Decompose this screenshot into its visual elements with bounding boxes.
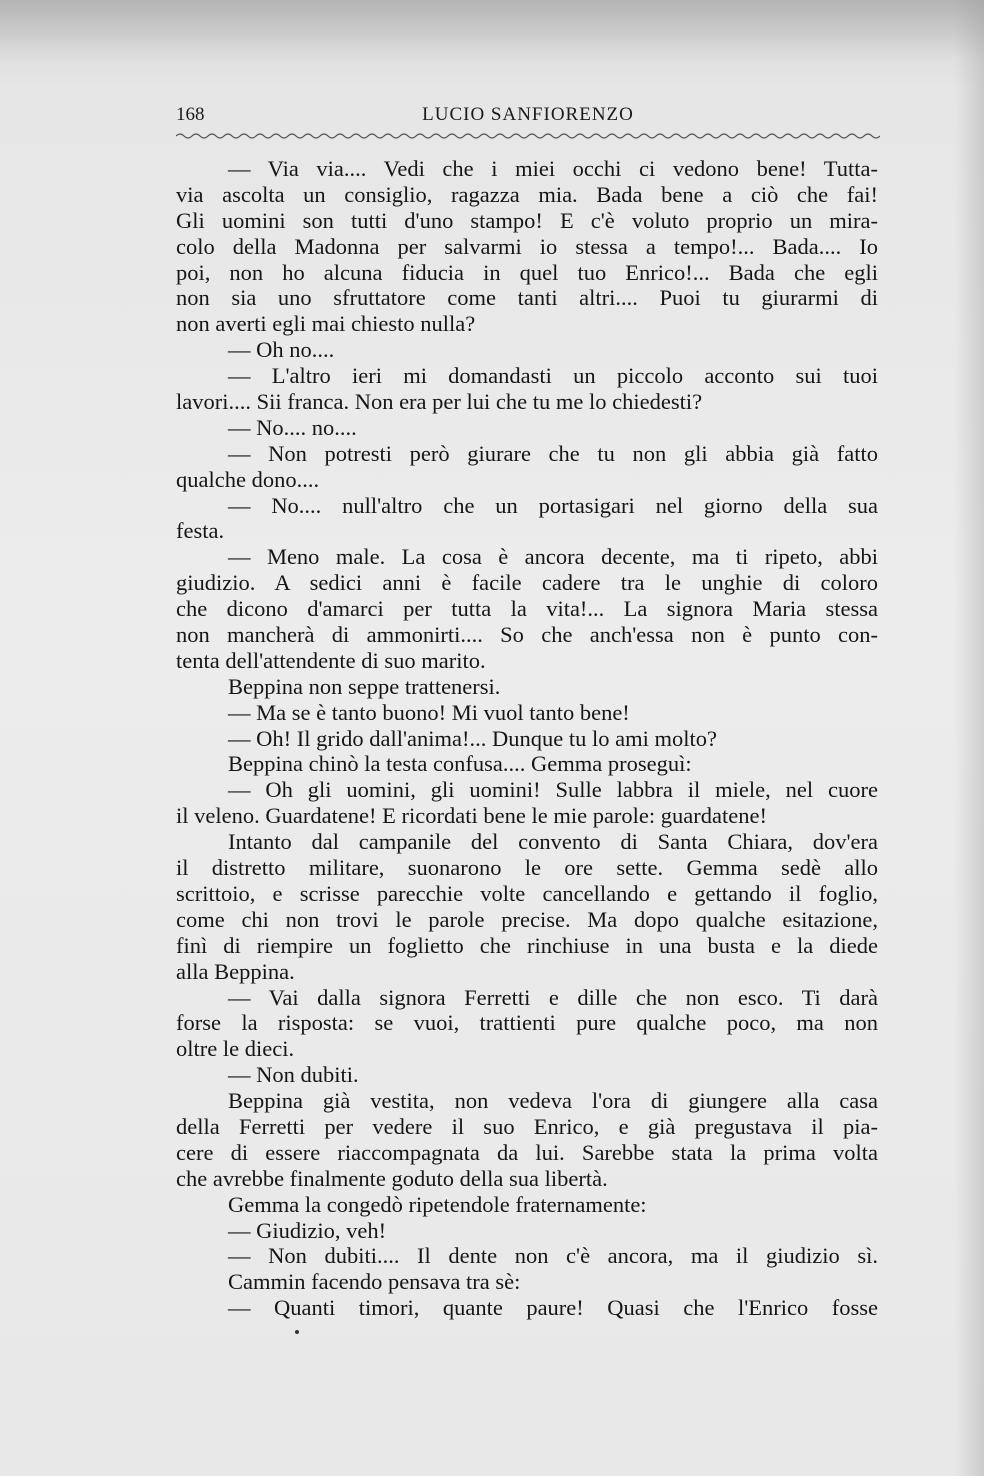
text-line: — Vai dalla signora Ferretti e dille che non esco. Ti darà: [228, 984, 878, 1010]
text-line: — Oh gli uomini, gli uomini! Sulle labbra il miele, nel cuore: [228, 777, 878, 803]
text-line: Intanto dal campanile del convento di Santa Chiara, dov'era: [228, 829, 878, 855]
text-line: — Ma se è tanto buono! Mi vuol tanto bene!: [228, 699, 630, 725]
page-header: [176, 104, 880, 134]
text-line: via ascolta un consiglio, ragazza mia. Bada bene a ciò che fai!: [176, 181, 878, 207]
text-line: come chi non trovi le parole precise. Ma dopo qualche esitazione,: [176, 906, 878, 932]
text-line: — Non dubiti.: [228, 1062, 359, 1088]
page-number: 168: [176, 104, 205, 125]
text-line: oltre le dieci.: [176, 1036, 295, 1062]
text-line: giudizio. A sedici anni è facile cadere tra le unghie di coloro: [176, 570, 878, 596]
text-line: colo della Madonna per salvarmi io stessa a tempo!... Bada.... Io: [176, 233, 878, 259]
text-line: qualche dono....: [176, 466, 320, 492]
text-line: — Oh no....: [228, 337, 335, 363]
text-line: il distretto militare, suonarono le ore sette. Gemma sedè allo: [176, 855, 878, 881]
text-line: lavori.... Sii franca. Non era per lui che tu me lo chiedesti?: [176, 389, 703, 415]
text-line: Beppina non seppe trattenersi.: [228, 673, 501, 699]
running-head: LUCIO SANFIORENZO: [422, 104, 634, 125]
page-body-text: [176, 156, 878, 1321]
text-line: finì di riempire un foglietto che rinchiuse in una busta e la diede: [176, 932, 878, 958]
ink-speck: [295, 1330, 299, 1334]
text-line: — No.... null'altro che un portasigari nel giorno della sua: [228, 492, 878, 518]
text-line: il veleno. Guardatene! E ricordati bene le mie parole: guardatene!: [176, 803, 767, 829]
scan-top-shadow: [0, 0, 984, 60]
text-line: non mancherà di ammonirti.... So che anch'essa non è punto con-: [176, 622, 878, 648]
text-line: — Oh! Il grido dall'anima!... Dunque tu lo ami molto?: [228, 725, 717, 751]
text-line: — Meno male. La cosa è ancora decente, ma ti ripeto, abbi: [228, 544, 878, 570]
text-line: Gemma la congedò ripetendole fraternamente:: [228, 1191, 647, 1217]
scan-right-shadow: [954, 0, 984, 1476]
text-line: non sia uno sfruttatore come tanti altri.... Puoi tu giurarmi di: [176, 285, 878, 311]
text-line: — Non potresti però giurare che tu non gli abbia già fatto: [228, 440, 878, 466]
text-line: che dicono d'amarci per tutta la vita!... La signora Maria stessa: [176, 596, 878, 622]
text-line: Beppina già vestita, non vedeva l'ora di giungere alla casa: [228, 1088, 878, 1114]
text-line: cere di essere riaccompagnata da lui. Sarebbe stata la prima volta: [176, 1139, 878, 1165]
text-line: Cammin facendo pensava tra sè:: [228, 1269, 521, 1295]
text-line: che avrebbe finalmente goduto della sua libertà.: [176, 1165, 608, 1191]
text-line: della Ferretti per vedere il suo Enrico, e già pregustava il pia-: [176, 1113, 878, 1139]
text-line: non averti egli mai chiesto nulla?: [176, 311, 476, 337]
text-line: — Quanti timori, quante paure! Quasi che l'Enrico fosse: [228, 1295, 878, 1321]
text-line: scrittoio, e scrisse parecchie volte cancellando e gettando il foglio,: [176, 880, 878, 906]
text-line: tenta dell'attendente di suo marito.: [176, 647, 486, 673]
text-line: — No.... no....: [228, 414, 357, 440]
text-line: alla Beppina.: [176, 958, 295, 984]
text-line: — Giudizio, veh!: [228, 1217, 387, 1243]
text-line: — Non dubiti.... Il dente non c'è ancora, ma il giudizio sì.: [228, 1243, 878, 1269]
text-line: poi, non ho alcuna fiducia in quel tuo Enrico!... Bada che egli: [176, 259, 878, 285]
text-line: forse la risposta: se vuoi, trattienti pure qualche poco, ma non: [176, 1010, 878, 1036]
text-line: — Via via.... Vedi che i miei occhi ci vedono bene! Tutta-: [228, 156, 878, 181]
text-line: — L'altro ieri mi domandasti un piccolo acconto sui tuoi: [228, 363, 878, 389]
text-line: Beppina chinò la testa confusa.... Gemma proseguì:: [228, 751, 692, 777]
text-line: festa.: [176, 518, 225, 544]
decorative-wavy-rule: [176, 132, 880, 140]
text-line: Gli uomini son tutti d'uno stampo! E c'è voluto proprio un mira-: [176, 207, 878, 233]
